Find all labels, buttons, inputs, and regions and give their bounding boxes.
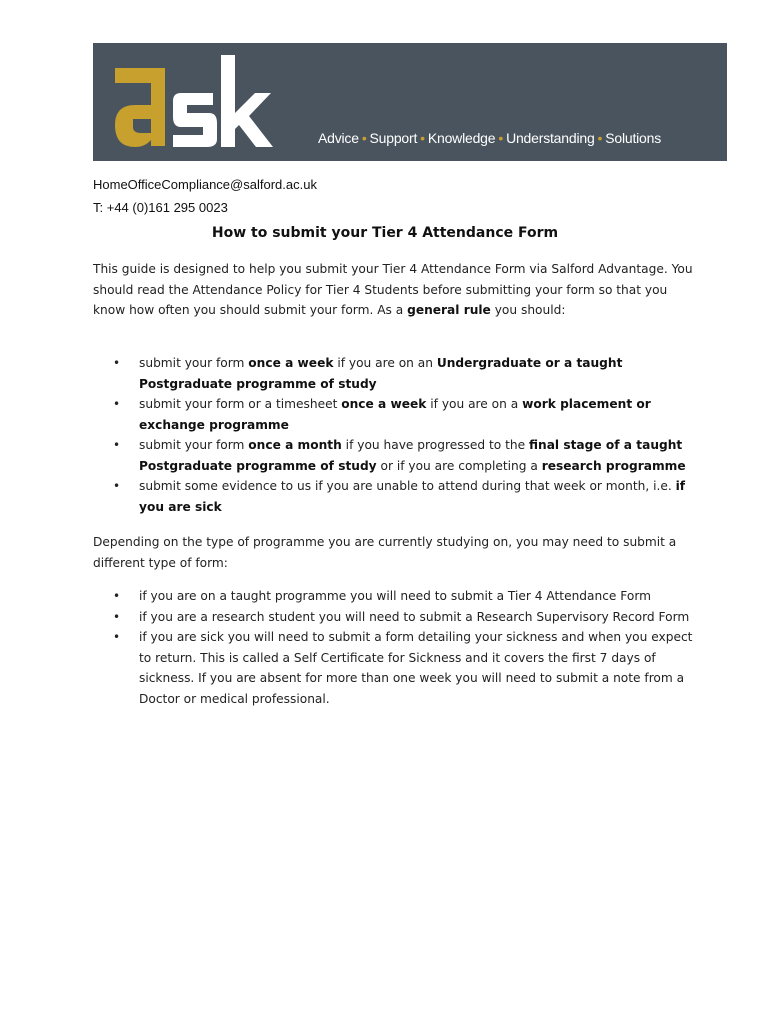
emphasis-text: final stage of a taught Postgraduate programme of study [139, 438, 683, 473]
bullet-icon: • [113, 609, 121, 624]
form-type-list [93, 586, 693, 709]
emphasis-text: once a week [248, 356, 334, 370]
body-text: submit your form [139, 438, 249, 452]
page-title: How to submit your Tier 4 Attendance Form [211, 225, 559, 241]
body-text: or if you are completing a [376, 458, 542, 473]
body-text: if you are a research student you will need to submit a Research Supervisory Record Form [139, 609, 690, 624]
tagline-separator: • [498, 130, 504, 146]
tagline-separator: • [597, 130, 603, 146]
emphasis-text: work placement or exchange programme [139, 397, 651, 432]
emphasis-text: once a month [248, 438, 342, 452]
list-item [93, 607, 693, 628]
frequency-list [93, 353, 693, 517]
emphasis-text: if you are sick [139, 479, 686, 514]
body-text: if you are on a taught programme you will need to submit a Tier 4 Attendance Form [139, 589, 651, 603]
list-item [93, 476, 693, 517]
tagline-word: Advice [318, 130, 359, 146]
list-item [93, 586, 693, 607]
emphasis-text: general rule [407, 303, 491, 317]
emphasis-text: Undergraduate or a taught Postgraduate programme of study [139, 356, 623, 391]
list-item [93, 394, 693, 435]
tagline-word: Understanding [506, 130, 595, 146]
tagline-word: Knowledge [427, 130, 496, 146]
header-banner [93, 43, 727, 161]
emphasis-text: once a week [341, 397, 427, 411]
contact-email[interactable]: HomeOfficeCompliance@salford.ac.uk [93, 177, 317, 192]
list-item [93, 353, 693, 394]
tagline [318, 130, 661, 146]
bullet-icon: • [113, 589, 121, 603]
list-item [93, 435, 693, 476]
bullet-icon: • [113, 630, 121, 644]
body-text: This guide is designed to help you submit your Tier 4 Attendance Form via Salford Advantage. You should read the Attendance Policy for Tier 4 Students before submitting your form so that you know how often you should submit your form. As a [93, 262, 693, 317]
bullet-icon: • [113, 438, 121, 452]
emphasis-text: research programme [541, 458, 686, 473]
body-text: submit your form or a timesheet [139, 397, 342, 411]
body-text: submit some evidence to us if you are unable to attend during that week or month, i.e. [139, 479, 676, 493]
body-text: if you are on a [426, 397, 523, 411]
tagline-separator: • [420, 130, 425, 146]
body-text: if you have progressed to the [341, 438, 529, 452]
body-text: if you are on an [333, 356, 437, 370]
programme-paragraph: Depending on the type of programme you are currently studying on, you may need to submit a different type of form: [93, 535, 677, 570]
ask-logo [93, 43, 293, 161]
tagline-word: Support [369, 130, 418, 146]
tagline-word: Solutions [605, 130, 662, 146]
contact-phone: T: +44 (0)161 295 0023 [93, 200, 228, 215]
list-item [93, 627, 693, 709]
intro-paragraph [93, 259, 693, 321]
bullet-icon: • [113, 397, 121, 411]
tagline-separator: • [361, 130, 367, 146]
body-text: submit your form [139, 356, 249, 370]
body-text: if you are sick you will need to submit a form detailing your sickness and when you expect to return. This is called a Self Certificate for Sickness and it covers the first 7 days of sickness. If you are absent for more than one week you will need to submit a note from a Doctor or medical professional. [139, 630, 693, 706]
body-text: you should: [490, 303, 566, 317]
bullet-icon: • [113, 356, 121, 370]
bullet-icon: • [113, 479, 121, 493]
